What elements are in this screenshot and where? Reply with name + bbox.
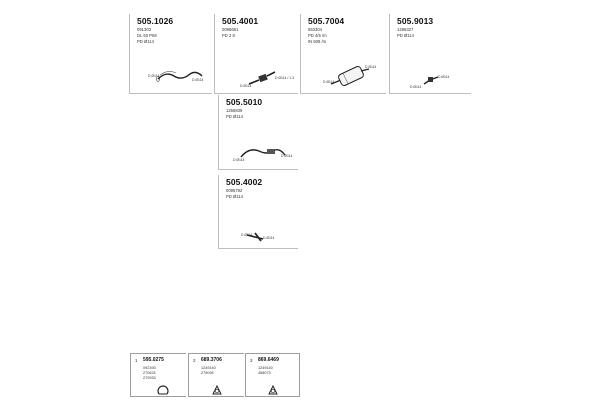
part-spec: PD Ø114	[226, 194, 243, 199]
part-spec: PD 2 8	[222, 33, 235, 38]
small-part-card-3[interactable]	[245, 353, 300, 397]
part-card-505-5010[interactable]	[218, 95, 298, 170]
part-ref: 1296327	[397, 27, 414, 32]
part-code: 505.4001	[222, 16, 259, 26]
diameter-label: D Ø114	[241, 233, 253, 237]
part-ref: 0095782	[226, 188, 243, 193]
small-part-ref: 1249140	[258, 366, 273, 370]
exhaust-pipe-drawing	[215, 14, 299, 94]
small-part-index: 1	[135, 358, 138, 363]
part-card-505-4002[interactable]	[218, 175, 298, 249]
part-spec: IN 508 /m	[308, 39, 327, 44]
diameter-label: D Ø114	[240, 84, 252, 88]
small-part-ref: 1249140	[201, 366, 216, 370]
diameter-label: D Ø114	[438, 75, 450, 79]
part-card-505-1026[interactable]	[129, 14, 212, 94]
part-card-505-9013[interactable]	[389, 14, 471, 94]
diameter-label: D Ø114	[410, 85, 422, 89]
small-part-ref: 092393	[143, 366, 156, 370]
part-card-505-7004[interactable]	[300, 14, 386, 94]
part-spec: DL 60 PIM	[137, 33, 157, 38]
small-part-ref: 279094	[201, 371, 214, 375]
small-part-ref: 458073	[258, 371, 271, 375]
part-spec: PD Ø114	[226, 114, 243, 119]
exhaust-pipe-drawing	[219, 95, 299, 170]
small-part-card-2[interactable]	[188, 353, 244, 397]
small-part-code: 595.0275	[143, 357, 164, 363]
part-ref: 553304	[308, 27, 322, 32]
small-part-code: 689.3706	[201, 357, 222, 363]
part-ref: 1256839	[226, 108, 243, 113]
small-part-index: 3	[250, 358, 253, 363]
small-part-index: 2	[193, 358, 196, 363]
small-part-code: 869.6469	[258, 357, 279, 363]
part-card-505-4001[interactable]	[214, 14, 298, 94]
clamp-drawing	[131, 354, 187, 398]
part-spec: PD Ø114	[397, 33, 414, 38]
diameter-label: D Ø114	[192, 78, 204, 82]
gasket-drawing	[246, 354, 301, 398]
muffler-drawing	[301, 14, 387, 94]
part-code: 505.7004	[308, 16, 345, 26]
diameter-label: D Ø114	[148, 74, 160, 78]
exhaust-pipe-drawing	[219, 175, 299, 249]
diameter-label: D Ø114	[233, 158, 245, 162]
part-ref: 0096681	[222, 27, 239, 32]
part-spec: PD 4/5 /m	[308, 33, 327, 38]
exhaust-pipe-drawing	[130, 14, 213, 94]
diameter-label: D Ø114 / 1.3	[275, 76, 294, 80]
diameter-label: D Ø114	[263, 236, 275, 240]
part-spec: PD Ø114	[137, 39, 154, 44]
small-part-card-1[interactable]	[130, 353, 186, 397]
part-code: 505.5010	[226, 97, 263, 107]
small-part-ref: 270624	[143, 371, 156, 375]
exhaust-pipe-drawing	[390, 14, 472, 94]
gasket-drawing	[189, 354, 245, 398]
part-code: 505.1026	[137, 16, 174, 26]
diameter-label: D Ø114	[281, 154, 293, 158]
part-ref: 091303	[137, 27, 151, 32]
diameter-label: D Ø114	[365, 65, 377, 69]
diameter-label: D Ø114	[323, 80, 335, 84]
small-part-ref: 270933	[143, 376, 156, 380]
part-code: 505.4002	[226, 177, 263, 187]
part-code: 505.9013	[397, 16, 434, 26]
